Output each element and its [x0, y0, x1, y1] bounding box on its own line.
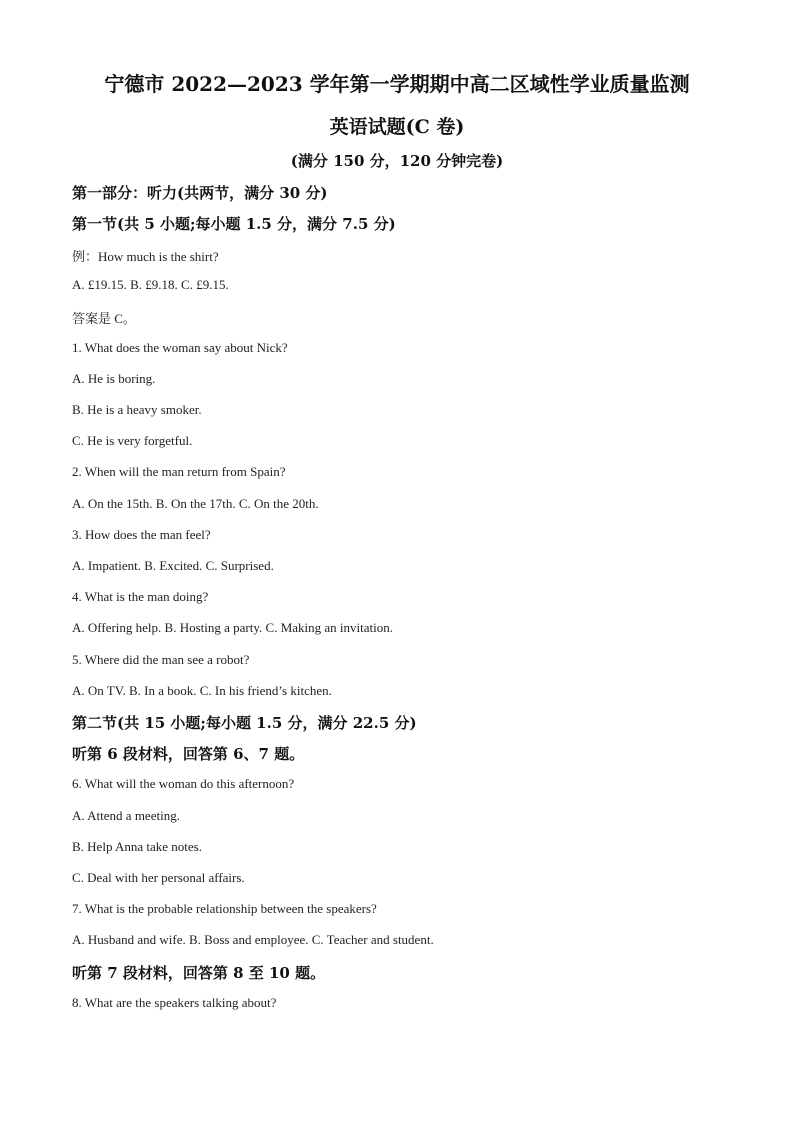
option: A. Attend a meeting.	[72, 808, 180, 823]
options: A. On the 15th. B. On the 17th. C. On the 20th.	[72, 496, 319, 511]
question: 4. What is the man doing?	[72, 589, 209, 604]
question: 1. What does the woman say about Nick?	[72, 340, 288, 355]
options: A. Husband and wife. B. Boss and employee. C. Teacher and student.	[72, 932, 434, 947]
question: 8. What are the speakers talking about?	[72, 995, 277, 1010]
exam-note: (满分 150 分，120 分钟完卷)	[290, 152, 504, 170]
example-answer: 答案是 C。	[72, 311, 136, 326]
example-question: 例：How much is the shirt?	[72, 249, 219, 264]
material-heading: 听第 6 段材料，回答第 6、7 题。	[72, 745, 305, 763]
question: 3. How does the man feel?	[72, 527, 211, 542]
exam-subtitle: 英语试题(C 卷)	[329, 116, 465, 138]
options: A. Offering help. B. Hosting a party. C. Making an invitation.	[72, 620, 393, 635]
option: A. He is boring.	[72, 371, 156, 386]
section-heading: 第二节(共 15 小题;每小题 1.5 分，满分 22.5 分)	[72, 714, 417, 732]
options: A. On TV. B. In a book. C. In his friend’s kitchen.	[72, 683, 332, 698]
options: A. Impatient. B. Excited. C. Surprised.	[72, 558, 274, 573]
option: B. Help Anna take notes.	[72, 839, 202, 854]
example-options: A. £19.15. B. £9.18. C. £9.15.	[72, 277, 229, 292]
option: B. He is a heavy smoker.	[72, 402, 202, 417]
option: C. Deal with her personal affairs.	[72, 870, 245, 885]
section-heading: 第一节(共 5 小题;每小题 1.5 分，满分 7.5 分)	[72, 215, 396, 233]
question: 7. What is the probable relationship between the speakers?	[72, 901, 377, 916]
question: 6. What will the woman do this afternoon?	[72, 776, 295, 791]
section-heading: 第一部分：听力(共两节，满分 30 分)	[72, 184, 328, 202]
option: C. He is very forgetful.	[72, 433, 193, 448]
exam-title: 宁德市 2022—2023 学年第一学期期中高二区域性学业质量监测	[104, 72, 690, 96]
question: 2. When will the man return from Spain?	[72, 464, 286, 479]
material-heading: 听第 7 段材料，回答第 8 至 10 题。	[72, 964, 326, 982]
question: 5. Where did the man see a robot?	[72, 652, 250, 667]
